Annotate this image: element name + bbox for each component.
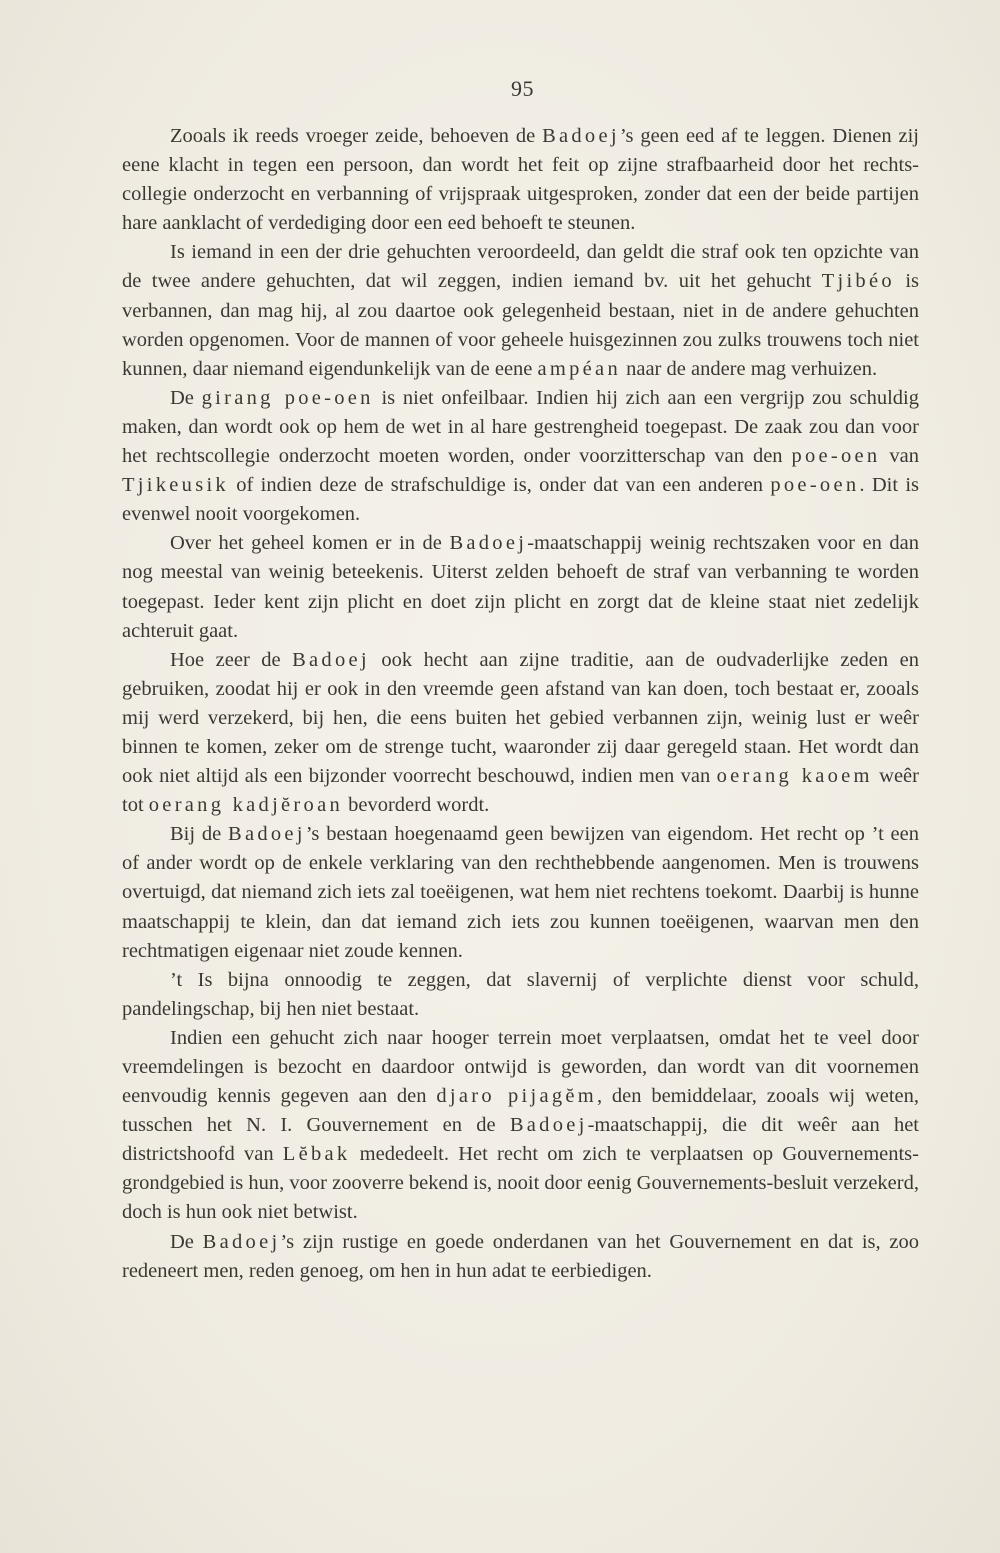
paragraph — [122, 966, 919, 1024]
text-run: bevorderd wordt. — [342, 794, 490, 817]
text-run: is verbannen, dan mag hij, al zou daartoe ook gelegenheid bestaan, niet in de andere gehuchten worden opgenomen. Voor de mannen of voor geheele huisgezinnen zou zulks trouwens toch niet kunnen, daar niemand eigendunkelijk van de eene — [122, 270, 919, 380]
emphasized-term: Badoej — [542, 125, 620, 147]
paragraph — [122, 122, 919, 238]
text-run: weêr tot — [122, 765, 919, 817]
text-run: Over het geheel komen er in de — [170, 532, 450, 555]
text-run: -maatschappij weinig rechtszaken voor en dan nog meestal van weinig beteekenis. Uiterst zelden behoeft de straf van verbanning te worden toegepast. Ieder kent zijn plicht en doet zijn plicht en zorgt dat de kleine staat niet zedelijk achteruit gaat. — [122, 532, 920, 642]
text-run: Hoe zeer de — [170, 648, 293, 671]
text-run: Bij de — [170, 823, 228, 846]
text-run: ’s zijn rustige en goede onderdanen van het Gouvernement en dat is, zoo redeneert men, reden genoeg, om hen in hun adat te eerbiedigen. — [122, 1230, 919, 1282]
text-run: -maatschappij, die dit weêr aan het districtshoofd van — [122, 1114, 919, 1166]
emphasized-term: Lĕbak — [282, 1143, 351, 1166]
emphasized-term: Tjibéo — [821, 270, 895, 293]
text-run: ’s geen eed af te leggen. Dienen zij eene klacht in tegen een persoon, dan wordt het feit op zijne strafbaarheid door het rechts-collegie onderzocht en verbanning of vrijspraak uitgesproken, zonder dat een der beide partijen hare aanklacht of verdediging door een eed behoeft te steunen. — [122, 125, 920, 235]
text-run: naar de andere mag verhuizen. — [620, 357, 878, 380]
text-run: of indien deze de strafschuldige is, onder dat van een anderen — [228, 474, 771, 497]
paragraph — [122, 529, 919, 645]
text-run: Zooals ik reeds vroeger zeide, behoeven de — [170, 125, 543, 147]
emphasized-term: Badoej — [227, 823, 306, 846]
emphasized-term: Badoej — [292, 648, 370, 671]
text-run: ’s bestaan hoegenaamd geen bewijzen van eigendom. Het recht op ’t een of ander wordt op de enkele verklaring van den rechthebbende aangenomen. Men is trouwens overtuigd, dat niemand zich iets zal toeëigenen, wat hem niet rechtens toekomt. Daarbij is hunne maatschappij te klein, dan dat iemand zich iets zou kunnen toeëigenen, waarvan men den rechtmatigen eigenaar niet zoude kennen. — [122, 823, 919, 962]
text-run: . Dit is evenwel nooit voorgekomen. — [122, 474, 919, 526]
emphasized-term: Tjikeusik — [122, 474, 229, 497]
emphasized-term: Badoej — [202, 1230, 281, 1253]
text-run: is niet onfeilbaar. Indien hij zich aan een vergrijp zou schuldig maken, dan wordt ook op hem de wet in al hare gestrengheid toegepast. De zaak zou dan voor het rechtscollegie onderzocht moeten worden, onder voorzitterschap van den — [122, 386, 920, 468]
emphasized-term: djaro pijagĕm — [436, 1085, 597, 1108]
emphasized-term: oerang kadjĕroan — [148, 794, 343, 817]
paragraph — [122, 646, 919, 821]
text-run: De — [170, 386, 202, 409]
text-run: Indien een gehucht zich naar hooger terrein moet verplaatsen, omdat het te veel door vreemdelingen is bezocht en daardoor ontwijd is geworden, dan wordt van dit voornemen eenvoudig kennis gegeven aan den — [122, 1026, 919, 1108]
text-run: De — [170, 1230, 203, 1253]
emphasized-term: Badoej — [509, 1114, 588, 1137]
page-number: 95 — [511, 76, 534, 101]
paragraph — [122, 238, 919, 383]
text-run: Is iemand in een der drie gehuchten veroordeeld, dan geldt die straf ook ten opzichte van de twee andere gehuchten, dat wil zeggen, indien iemand bv. uit het gehucht — [122, 241, 919, 293]
body-text — [122, 122, 919, 1286]
paragraph — [122, 1228, 919, 1286]
emphasized-term: girang poe-oen — [201, 386, 374, 409]
text-run: van — [880, 445, 919, 468]
emphasized-term: poe-oen — [791, 445, 881, 468]
emphasized-term: poe-oen — [770, 474, 860, 497]
emphasized-term: oerang kaoem — [716, 765, 873, 788]
paragraph — [122, 1024, 919, 1228]
paragraph — [122, 820, 919, 965]
text-run: mededeelt. Het recht om zich te verplaatsen op Gouvernements-grondgebied is hun, voor zooverre bekend is, nooit door eenig Gouvernements-besluit verzekerd, doch is hun ook niet betwist. — [122, 1143, 919, 1224]
emphasized-term: Badoej — [449, 532, 528, 555]
paragraph — [122, 384, 919, 529]
text-run: ’t Is bijna onnoodig te zeggen, dat slavernij of verplichte dienst voor schuld, pandelingschap, bij hen niet bestaat. — [122, 968, 919, 1020]
emphasized-term: ampéan — [537, 357, 621, 380]
text-run: , den bemiddelaar, zooals wij weten, tusschen het N. I. Gouvernement en de — [122, 1085, 920, 1137]
text-run: ook hecht aan zijne traditie, aan de oudvaderlijke zeden en gebruiken, zoodat hij er ook in den vreemde geen afstand van kan doen, toch bestaat er, zooals mij werd verzekerd, bij hen, die eens buiten het gebied verbannen zijn, weinig lust er weêr binnen te komen, zeker om de strenge tucht, waaronder zij daar geregeld staan. Het wordt dan ook niet altijd als een bijzonder voorrecht beschouwd, indien men van — [122, 648, 919, 788]
